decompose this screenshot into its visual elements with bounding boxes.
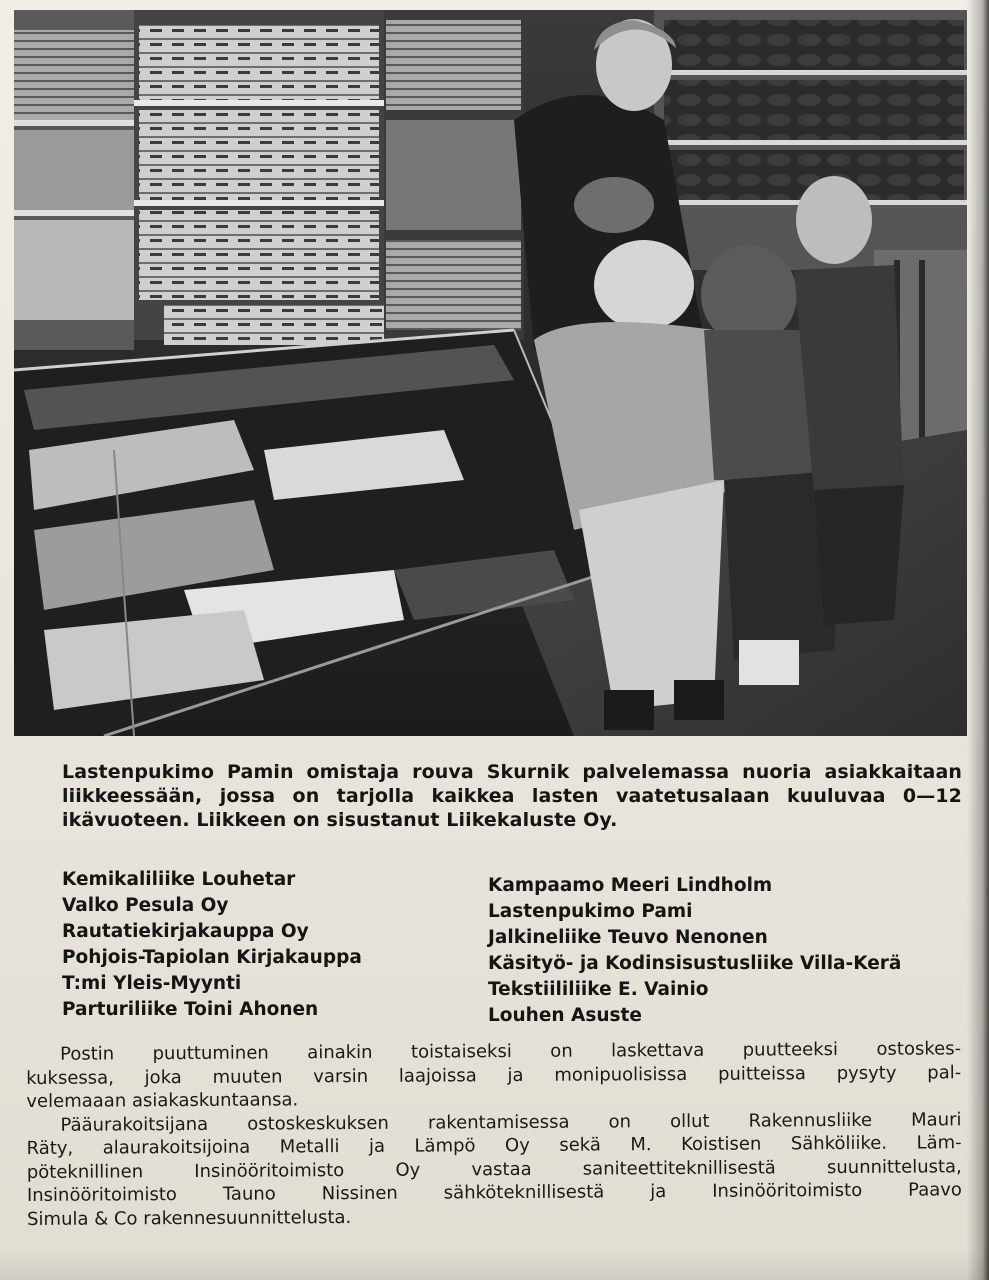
shop-list-left bbox=[62, 867, 362, 1023]
shop-name: Kemikaliliike Louhetar bbox=[62, 869, 296, 890]
shop-name: Parturiliike Toini Ahonen bbox=[62, 999, 319, 1020]
shop-name: Pohjois-Tapiolan Kirjakauppa bbox=[62, 947, 362, 968]
shop-interior-photo bbox=[14, 10, 967, 736]
text-line: Simula & Co rakennesuunnittelusta. bbox=[27, 1206, 352, 1230]
text-line: Räty, alaurakoitsijoina Metalli ja Lämpö Oy sekä M. Koistisen Sähköliike. Läm- bbox=[26, 1132, 962, 1159]
shop-name: Lastenpukimo Pami bbox=[488, 901, 693, 922]
shop-name: Valko Pesula Oy bbox=[62, 895, 229, 916]
text-line: Insinööritoimisto Tauno Nissinen sähköteknillisestä ja Insinööritoimisto Paavo bbox=[26, 1179, 962, 1206]
shop-name: Kampaamo Meeri Lindholm bbox=[488, 875, 773, 896]
text-line: velemaaan asiakaskuntaansa. bbox=[26, 1089, 299, 1112]
paragraph-post-office bbox=[26, 1037, 961, 1113]
text-line: Postin puuttuminen ainakin toistaiseksi on laskettava puutteeksi ostoskes- bbox=[60, 1038, 962, 1065]
text-line: Pääurakoitsijana ostoskeskuksen rakentamisessa on ollut Rakennusliike Mauri bbox=[60, 1108, 962, 1136]
shop-list-right bbox=[488, 873, 901, 1029]
shop-name: T:mi Yleis-Myynti bbox=[62, 973, 242, 994]
shop-name: Tekstiililiike E. Vainio bbox=[488, 979, 709, 1000]
shop-name: Käsityö- ja Kodinsisustusliike Villa-Kerä bbox=[488, 953, 902, 974]
shop-name: Rautatiekirjakauppa Oy bbox=[62, 921, 309, 942]
caption-line: Lastenpukimo Pamin omistaja rouva Skurnik palvelemassa nuoria asiakkaitaan bbox=[62, 761, 962, 783]
caption-line: liikkeessään, jossa on tarjolla kaikkea lasten vaatetusalaan kuuluvaa 0—12 bbox=[62, 785, 962, 807]
caption-line: ikävuoteen. Liikkeen on sisustanut Liikekaluste Oy. bbox=[62, 809, 618, 831]
text-line: pöteknillinen Insinööritoimisto Oy vastaa saniteettiteknillisestä suunnittelusta, bbox=[26, 1155, 962, 1183]
paragraph-contractors bbox=[26, 1108, 962, 1231]
shop-name: Jalkineliike Teuvo Nenonen bbox=[488, 927, 768, 948]
page-shadow bbox=[0, 1250, 989, 1280]
text-line: kuksessa, joka muuten varsin laajoissa ja monipuolisissa puitteissa pysyty pal- bbox=[26, 1061, 962, 1089]
photo-caption bbox=[62, 760, 962, 832]
shop-name: Louhen Asuste bbox=[488, 1005, 642, 1026]
article-body bbox=[26, 1037, 962, 1231]
binding-edge-shadow bbox=[967, 0, 989, 1280]
